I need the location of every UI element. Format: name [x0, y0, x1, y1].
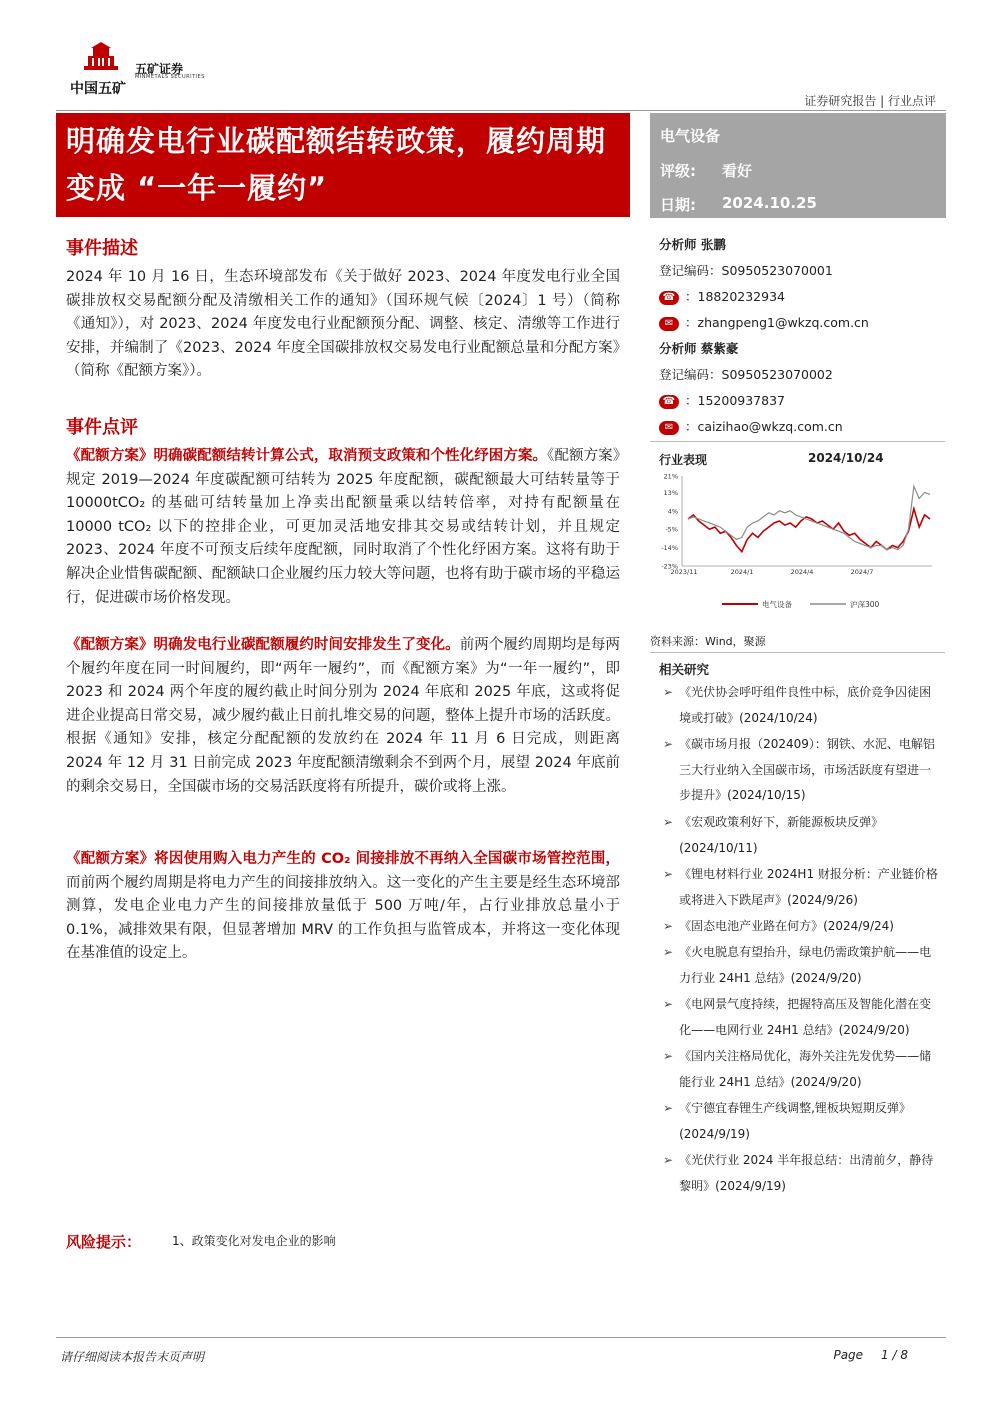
analyst-2-reg: [659, 365, 833, 383]
email-icon: ✉: [659, 317, 679, 331]
related-item[interactable]: [663, 732, 943, 809]
date-value: 2024.10.25: [722, 194, 817, 212]
y-tick-label: -14%: [661, 544, 678, 553]
y-tick-label: 13%: [663, 488, 678, 497]
review-2-text: 前两个履约周期均是每两个履约年度在同一时间履约，即“两年一履约”，而《配额方案》为“一年一履约”，即 2023 和 2024 两个年度的履约截止时间分别为 2024 年底和 2025 年底，这或将促进企业提高日常交易，减少履约截止日前扎堆交易的问题，整体上提升市场的活跃度。根据《通知》安排，核定分配配额的发放约在 2024 年 11 月 6 日完成，则距离 2024 年 12 月 31 日前完成 2023 年度配额清缴剩余不到两个月，展望 2024 年底前的剩余交易日，全国碳市场的交易活跃度将有所提升，碳价或将上涨。: [66, 637, 620, 795]
analyst-2-phone-value: 15200937837: [697, 393, 785, 408]
related-item[interactable]: [663, 810, 943, 861]
date-label: 日期:: [660, 196, 696, 214]
report-type: 证券研究报告 | 行业点评: [804, 94, 936, 108]
arrow-icon: ➢: [663, 867, 674, 881]
event-review-heading: 事件点评: [66, 417, 138, 438]
brand-name-en: MINMETALS SECURITIES: [135, 74, 205, 80]
x-tick-label: 2024/4: [790, 568, 814, 576]
event-desc-text: 2024 年 10 月 16 日，生态环境部发布《关于做好 2023、2024 年度发电行业全国碳排放权交易配额分配及清缴相关工作的通知》（国环规气候〔2024〕1 号）（简称《通知》），对 2023、2024 年度发电行业配额预分配、调整、核定、清缴等工作进行安排，并编制了《2023、2024 年度全国碳排放权交易发电行业配额总量和分配方案》（简称《配额方案》）。: [66, 269, 620, 380]
y-tick-label: 21%: [663, 472, 678, 481]
arrow-icon: ➢: [663, 919, 674, 933]
related-item-text: 《宏观政策利好下，新能源板块反弹》(2024/10/11): [679, 815, 884, 855]
related-item-text: 《国内关注格局优化，海外关注先发优势——储能行业 24H1 总结》(2024/9/20): [679, 1049, 932, 1089]
phone-icon: ☎: [659, 291, 679, 305]
footer-page: [833, 1348, 908, 1362]
analyst-2-email: ✉ ：caizihao@wkzq.com.cn: [659, 417, 843, 435]
analyst-1-label: 分析师: [659, 237, 697, 252]
arrow-icon: ➢: [663, 815, 674, 829]
analyst-divider: [650, 441, 945, 442]
related-item[interactable]: [663, 1148, 943, 1199]
related-item-text: 《碳市场月报（202409）：钢铁、水泥、电解铝三大行业纳入全国碳市场，市场活跃度有望进一步提升》(2024/10/15): [679, 737, 935, 802]
analyst-1-name: 张鹏: [700, 237, 726, 252]
page-title: 明确发电行业碳配额结转政策，履约周期变成 “一年一履约”: [66, 124, 607, 205]
related-item-text: 《锂电材料行业 2024H1 财报分析：产业链价格或将进入下跌尾声》(2024/9/26): [679, 867, 938, 907]
risk-label: 风险提示：: [66, 1233, 142, 1251]
related-item[interactable]: [663, 940, 943, 991]
related-item-text: 《宁德宜春锂生产线调整,锂板块短期反弹》(2024/9/19): [679, 1101, 911, 1141]
industry-name: 电气设备: [660, 127, 721, 145]
x-tick-label: 2024/7: [850, 568, 874, 576]
chart-title: 行业表现: [659, 453, 708, 467]
page-number: 1 / 8: [881, 1348, 908, 1362]
legend-label: 电气设备: [762, 600, 792, 609]
related-item-text: 《固态电池产业路在何方》(2024/9/24): [679, 919, 894, 933]
arrow-icon: ➢: [663, 1049, 674, 1063]
related-item-text: 《电网景气度持续，把握特高压及智能化潜在变化——电网行业 24H1 总结》(2024/9/20): [679, 997, 932, 1037]
review-2-highlight: 《配额方案》明确发电行业碳配额履约时间安排发生了变化。: [66, 637, 460, 653]
source-divider: [650, 652, 945, 653]
rating-value: 看好: [722, 162, 753, 180]
analyst-2-label: 分析师: [659, 341, 697, 356]
analyst-2-name: 蔡紫豪: [700, 341, 739, 356]
related-item[interactable]: [663, 1044, 943, 1095]
analyst-1-email-value[interactable]: zhangpeng1@wkzq.com.cn: [697, 315, 869, 330]
arrow-icon: ➢: [663, 997, 674, 1011]
header-divider: [56, 110, 946, 111]
related-item-text: 《光伏行业 2024 半年报总结：出清前夕，静待黎明》(2024/9/19): [679, 1153, 934, 1193]
email-icon: ✉: [659, 421, 679, 435]
phone-icon: ☎: [659, 395, 679, 409]
brand-name: 五矿证券: [135, 62, 184, 76]
related-item[interactable]: [663, 914, 943, 940]
page-label: Page: [833, 1348, 864, 1362]
analyst-1-reg-value: S0950523070001: [721, 263, 833, 278]
related-item-text: 《火电脱息有望抬升，绿电仍需政策护航——电力行业 24H1 总结》(2024/9/20): [679, 945, 932, 985]
footer-divider: [56, 1337, 946, 1338]
footer-disclaimer: 请仔细阅读本报告末页声明: [60, 1350, 205, 1364]
review-paragraph-1: [66, 445, 620, 610]
analyst-1-phone: ☎ ：18820232934: [659, 287, 785, 305]
y-tick-label: -23%: [661, 562, 678, 571]
analyst-1-email: ✉ ：zhangpeng1@wkzq.com.cn: [659, 313, 869, 331]
legend-label: 沪深300: [850, 600, 880, 609]
analyst-1-phone-value: 18820232934: [697, 289, 785, 304]
analyst-2-reg-value: S0950523070002: [721, 367, 833, 382]
analyst-2-email-value[interactable]: caizihao@wkzq.com.cn: [697, 419, 843, 434]
event-desc-heading: 事件描述: [66, 238, 138, 259]
analyst-1-heading: [659, 235, 726, 253]
arrow-icon: ➢: [663, 1101, 674, 1115]
performance-chart: [650, 466, 946, 626]
analyst-2-phone: ☎ ：15200937837: [659, 391, 785, 409]
arrow-icon: ➢: [663, 1153, 674, 1167]
review-1-text: 《配额方案》规定 2019—2024 年度碳配额可结转为 2025 年度配额，碳配额最大可结转量等于 10000tCO₂ 的基础可结转量加上净卖出配额量乘以结转倍率，对持有配额量在 10000 tCO₂ 以下的控排企业，可更加灵活地安排其交易或结转计划，并且规定 2023、2024 年度不可预支后续年度配额，同时取消了个性化纾困方案。这将有助于解决企业惜售碳配额、配额缺口企业履约压力较大等问题，也将有助于碳市场的平稳运行，促进碳市场价格发现。: [66, 448, 621, 606]
chart-date: 2024/10/24: [808, 451, 884, 465]
analyst-2-reg-label: 登记编码：: [659, 367, 722, 382]
related-item[interactable]: [663, 992, 943, 1043]
arrow-icon: ➢: [663, 685, 674, 699]
review-3-highlight: 《配额方案》将因使用购入电力产生的 CO₂ 间接排放不再纳入全国碳市场管控范围，: [66, 851, 620, 867]
arrow-icon: ➢: [663, 945, 674, 959]
related-item[interactable]: [663, 1096, 943, 1147]
analyst-1-reg: [659, 261, 833, 279]
review-3-text: 而前两个履约周期是将电力产生的间接排放纳入。这一变化的产生主要是经生态环境部测算，发电企业电力产生的间接排放量低于 500 万吨/年，占行业排放总量小于 0.1%，减排效果有限，但显著增加 MRV 的工作负担与监管成本，并将这一变化体现在基准值的设定上。: [66, 874, 620, 962]
chart-source: 资料来源：Wind，聚源: [650, 635, 766, 648]
related-item[interactable]: [663, 862, 943, 913]
rating-label: 评级:: [660, 162, 696, 180]
related-item-text: 《光伏协会呼吁组件良性中标，底价竞争囚徒困境或打破》(2024/10/24): [679, 685, 932, 725]
related-item[interactable]: [663, 680, 943, 731]
related-heading: 相关研究: [659, 662, 710, 677]
risk-text: 1、政策变化对发电企业的影响: [172, 1234, 336, 1248]
review-paragraph-3: [66, 848, 620, 966]
review-paragraph-2: [66, 634, 620, 799]
company-logo-icon: [80, 42, 122, 78]
review-1-highlight: 《配额方案》明确碳配额结转计算公式，取消预支政策和个性化纾困方案。: [66, 448, 548, 464]
y-tick-label: -5%: [665, 525, 678, 534]
x-tick-label: 2024/1: [730, 568, 754, 576]
x-tick-label: 2023/11: [670, 568, 698, 576]
analyst-2-heading: [659, 339, 738, 357]
y-tick-label: 4%: [667, 507, 678, 516]
arrow-icon: ➢: [663, 737, 674, 751]
analyst-1-reg-label: 登记编码：: [659, 263, 722, 278]
logo-text: 中国五矿: [70, 81, 126, 97]
